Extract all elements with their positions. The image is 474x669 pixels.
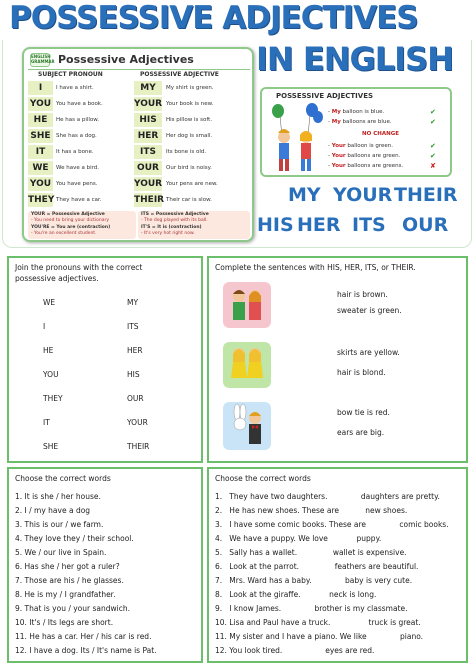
column-possessive-adjective: POSSESSIVE ADJECTIVE	[140, 71, 219, 78]
exercise-item: 7. Mrs. Ward has a baby. baby is very cute.	[215, 576, 413, 585]
exercise-item: 6. Has she / her got a ruler?	[15, 562, 120, 571]
exercise-item: 5. Sally has a wallet. wallet is expensive.	[215, 548, 407, 557]
girls-illustration	[223, 342, 271, 388]
note-youre: YOU'RE = You are (contraction)	[31, 225, 111, 230]
exercise-match-instruction: Join the pronouns with the correct	[15, 263, 143, 272]
exercise-match-instruction-2: possessive adjectives.	[15, 274, 99, 283]
exercise-item: 1. It is she / her house.	[15, 492, 101, 501]
poster-row: SHE She has a dog. HER Her dog is small.	[28, 129, 250, 144]
kids-balloons-illustration	[266, 103, 326, 175]
note-your: YOUR = Possessive Adjective	[31, 212, 105, 217]
exercise-item: 8. Look at the giraffe. neck is long.	[215, 590, 377, 599]
exercise-item: 10. Lisa and Paul have a truck. truck is great.	[215, 618, 421, 627]
note-youre-example: - You're an excellent student.	[31, 231, 97, 236]
exercise-choose-box-2	[207, 467, 468, 663]
exercise-complete-box	[207, 256, 468, 463]
big-word-your: YOUR	[333, 184, 393, 206]
match-pronoun[interactable]: THEY	[43, 394, 63, 403]
exercise-item: 6. Look at the parrot. feathers are beautiful.	[215, 562, 419, 571]
exercise-choose-title: Choose the correct words	[15, 474, 111, 483]
exercise-item: 4. We have a puppy. We love puppy.	[215, 534, 382, 543]
exercise-complete-instruction: Complete the sentences with HIS, HER, ITS, or THEIR.	[215, 263, 416, 272]
note-its-contraction: IT'S = It is (contraction)	[141, 225, 202, 230]
balloon-line: - Your balloon is green.	[328, 143, 394, 149]
page-title: POSSESSIVE ADJECTIVES	[9, 0, 418, 36]
cross-icon: ✘	[430, 162, 436, 170]
check-icon: ✔	[430, 152, 436, 160]
balloon-line: - Your balloons are greens.	[328, 163, 404, 169]
note-its-contraction-example: - It's very hot right now.	[141, 231, 195, 236]
match-adjective[interactable]: HIS	[127, 370, 140, 379]
match-adjective[interactable]: THEIR	[127, 442, 150, 451]
big-word-my: MY	[288, 184, 321, 206]
sentence: hair is brown.	[337, 290, 388, 299]
grammar-poster	[22, 47, 254, 242]
exercise-item: 2. He has new shoes. These are new shoes.	[215, 506, 408, 515]
match-pronoun[interactable]: YOU	[43, 370, 59, 379]
exercise-item: 11. He has a car. Her / his car is red.	[15, 632, 152, 641]
page-subtitle: IN ENGLISH	[256, 40, 453, 78]
poster-row: YOU You have a book. YOUR Your book is new.	[29, 99, 214, 109]
poster-row: HE He has a pillow. HIS His pillow is soft.	[28, 113, 250, 128]
poster-row: WE We have a bird. OUR Our bird is noisy.	[28, 161, 250, 176]
couple-illustration	[223, 282, 271, 328]
exercise-item: 12. I have a dog. Its / It's name is Pat.	[15, 646, 157, 655]
exercise-item: 2. I / my have a dog	[15, 506, 91, 515]
grammar-badge: ENGLISH GRAMMAR	[30, 53, 50, 67]
exercise-item: 1. They have two daughters. daughters are pretty.	[215, 492, 440, 501]
match-adjective[interactable]: ITS	[127, 322, 139, 331]
no-change-label: NO CHANGE	[362, 131, 399, 137]
note-its: ITS = Possessive Adjective	[141, 212, 209, 217]
exercise-item: 3. This is our / we farm.	[15, 520, 104, 529]
big-word-our: OUR	[402, 214, 449, 236]
poster-row: IT It has a bone. ITS Its bone is old.	[28, 145, 250, 160]
exercise-item: 9. I know James. brother is my classmate.	[215, 604, 408, 613]
match-adjective[interactable]: MY	[127, 298, 139, 307]
exercise-match-box	[7, 256, 203, 463]
match-adjective[interactable]: HER	[127, 346, 143, 355]
sentence: ears are big.	[337, 428, 385, 437]
big-word-its: ITS	[352, 214, 386, 236]
sentence: hair is blond.	[337, 368, 386, 377]
column-subject-pronoun: SUBJECT PRONOUN	[38, 71, 103, 78]
big-word-their: THEIR	[394, 184, 458, 206]
match-pronoun[interactable]: SHE	[43, 442, 59, 451]
match-pronoun[interactable]: HE	[43, 346, 54, 355]
exercise-item: 3. I have some comic books. These are comic books.	[215, 520, 449, 529]
sentence: skirts are yellow.	[337, 348, 400, 357]
match-pronoun[interactable]: IT	[43, 418, 50, 427]
big-word-her: HER	[297, 214, 341, 236]
exercise-item: 12. You look tired. eyes are red.	[215, 646, 375, 655]
poster-row: I I have a shirt. MY My shirt is green.	[28, 81, 250, 96]
sentence: bow tie is red.	[337, 408, 390, 417]
note-your-example: - You need to bring your dictionary	[31, 218, 109, 223]
exercise-item: 9. That is you / your sandwich.	[15, 604, 130, 613]
sentence: sweater is green.	[337, 306, 402, 315]
balloon-poster	[260, 87, 452, 177]
magician-illustration	[223, 402, 271, 450]
poster-title: Possessive Adjectives	[58, 53, 194, 66]
check-icon: ✔	[430, 142, 436, 150]
match-adjective[interactable]: OUR	[127, 394, 144, 403]
balloon-line: - My balloons are blue.	[328, 119, 392, 125]
balloon-poster-title: POSSESSIVE ADJECTIVES	[276, 92, 374, 100]
note-its-example: - The dog played with its ball.	[141, 218, 208, 223]
exercise-item: 7. Those are his / he glasses.	[15, 576, 124, 585]
check-icon: ✔	[430, 108, 436, 116]
poster-row: YOU You have pens. YOUR Your pens are new.	[29, 179, 218, 189]
exercise-item: 8. He is my / I grandfather.	[15, 590, 116, 599]
match-pronoun[interactable]: WE	[43, 298, 56, 307]
big-word-his: HIS	[257, 214, 294, 236]
match-adjective[interactable]: YOUR	[127, 418, 148, 427]
poster-row: THEY They have a car. THEIR Their car is slow.	[28, 195, 212, 205]
exercise-choose-box-1	[7, 467, 203, 663]
balloon-line: - My balloon is blue.	[328, 109, 385, 115]
exercise-choose-title-2: Choose the correct words	[215, 474, 311, 483]
match-pronoun[interactable]: I	[43, 322, 46, 331]
exercise-item: 5. We / our live in Spain.	[15, 548, 107, 557]
exercise-item: 4. They love they / their school.	[15, 534, 134, 543]
balloon-line: - Your balloons are green.	[328, 153, 401, 159]
check-icon: ✔	[430, 118, 436, 126]
exercise-item: 11. My sister and I have a piano. We like piano.	[215, 632, 424, 641]
exercise-item: 10. It's / Its legs are short.	[15, 618, 114, 627]
